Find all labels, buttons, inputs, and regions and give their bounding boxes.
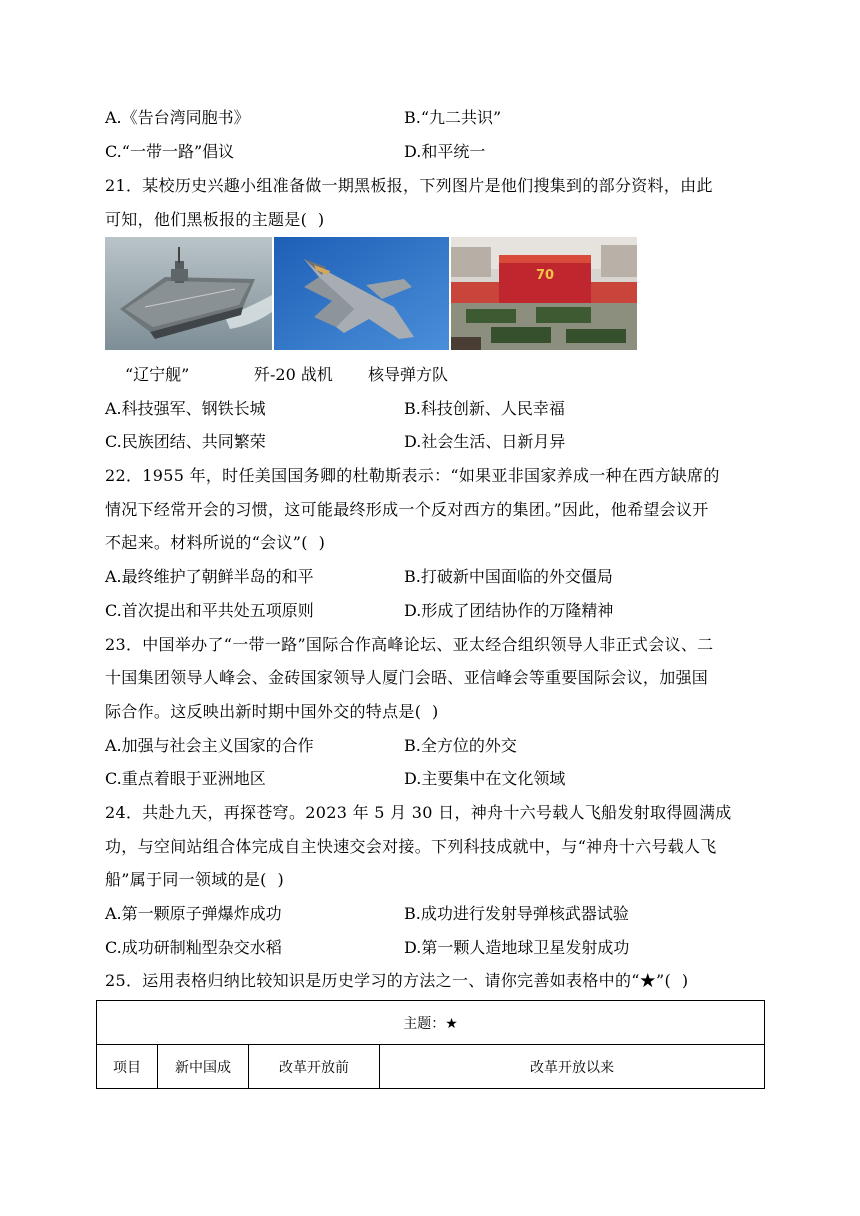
q22-stem-line-2: 情况下经常开会的习惯，这可能最终形成一个反对西方的集团。”因此，他希望会议开 — [105, 500, 709, 519]
missile-parade-photo — [451, 237, 637, 350]
q23-option-d: D.主要集中在文化领域 — [404, 769, 566, 788]
q21-stem-line-2: 可知，他们黑板报的主题是( ) — [105, 210, 325, 229]
q21-option-a: A.科技强军、钢铁长城 — [105, 399, 266, 418]
q24-stem-line-1: 24．共赴九天，再探苍穹。2023 年 5 月 30 日，神舟十六号载人飞船发射取得圆满成 — [105, 803, 732, 822]
q22-option-c: C.首次提出和平共处五项原则 — [105, 601, 314, 620]
q23-option-c: C.重点着眼于亚洲地区 — [105, 769, 266, 788]
q20-option-b: B.“九二共识” — [404, 108, 502, 127]
table-header-pre-reform: 改革开放前 — [249, 1045, 380, 1089]
table-title: 主题：★ — [97, 1001, 765, 1045]
q23-option-a: A.加强与社会主义国家的合作 — [105, 736, 314, 755]
q21-option-c: C.民族团结、共同繁荣 — [105, 432, 266, 451]
q22-option-d: D.形成了团结协作的万隆精神 — [404, 601, 614, 620]
comparison-table — [96, 1000, 765, 1089]
q22-option-b: B.打破新中国面临的外交僵局 — [404, 567, 613, 586]
q24-option-c: C.成功研制籼型杂交水稻 — [105, 938, 282, 957]
q20-option-a: A.《告台湾同胞书》 — [105, 108, 250, 127]
q24-option-b: B.成功进行发射导弹核武器试验 — [404, 904, 629, 923]
table-header-founding: 新中国成 — [158, 1045, 249, 1089]
q21-option-d: D.社会生活、日新月异 — [404, 432, 566, 451]
caption-liaoning: “辽宁舰” — [125, 365, 190, 384]
q23-stem-line-1: 23．中国举办了“一带一路”国际合作高峰论坛、亚太经合组织领导人非正式会议、二 — [105, 635, 714, 654]
q24-stem-line-2: 功，与空间站组合体完成自主快速交会对接。下列科技成就中，与“神舟十六号载人飞 — [105, 837, 717, 856]
q24-option-d: D.第一颗人造地球卫星发射成功 — [404, 938, 630, 957]
q24-option-a: A.第一颗原子弹爆炸成功 — [105, 904, 282, 923]
q23-stem-line-2: 十国集团领导人峰会、金砖国家领导人厦门会晤、亚信峰会等重要国际会议，加强国 — [105, 668, 709, 687]
q22-stem-line-1: 22．1955 年，时任美国国务卿的杜勒斯表示：“如果亚非国家养成一种在西方缺席的 — [105, 466, 720, 485]
q22-stem-line-3: 不起来。材料所说的“会议”( ) — [105, 533, 326, 552]
q24-stem-line-3: 船”属于同一领域的是( ) — [105, 870, 285, 889]
table-header-since-reform: 改革开放以来 — [380, 1045, 765, 1089]
caption-missile-formation: 核导弹方队 — [368, 365, 449, 384]
table-header-item: 项目 — [97, 1045, 158, 1089]
liaoning-carrier-photo — [105, 237, 272, 350]
q20-option-d: D.和平统一 — [404, 142, 486, 161]
q23-stem-line-3: 际合作。这反映出新时期中国外交的特点是( ) — [105, 702, 439, 721]
q21-option-b: B.科技创新、人民幸福 — [404, 399, 565, 418]
q25-stem: 25．运用表格归纳比较知识是历史学习的方法之一、请你完善如表格中的“★”( ) — [105, 971, 689, 990]
q20-option-c: C.“一带一路”倡议 — [105, 142, 235, 161]
anniversary-badge: 70 — [535, 268, 555, 283]
caption-j20: 歼-20 战机 — [254, 365, 333, 384]
q23-option-b: B.全方位的外交 — [404, 736, 517, 755]
q21-stem-line-1: 21．某校历史兴趣小组准备做一期黑板报，下列图片是他们搜集到的部分资料，由此 — [105, 176, 713, 195]
q22-option-a: A.最终维护了朝鲜半岛的和平 — [105, 567, 314, 586]
j20-fighter-photo — [274, 237, 449, 350]
